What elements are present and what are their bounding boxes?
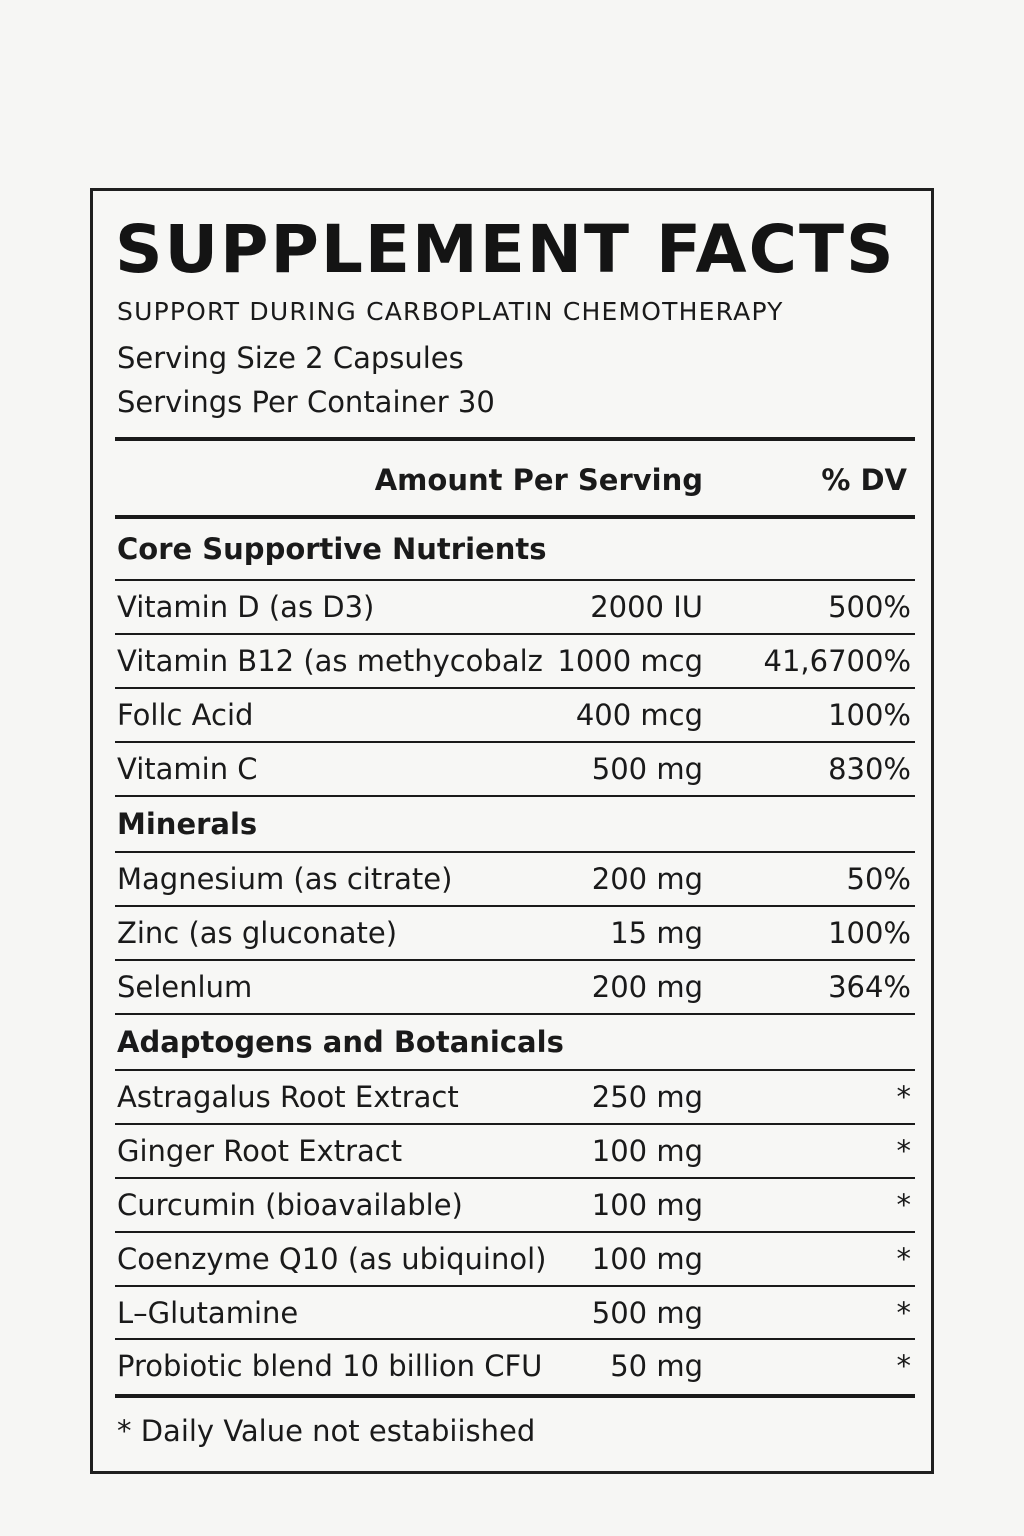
nutrient-amount: 50 mg — [610, 1349, 703, 1383]
nutrient-row — [115, 634, 915, 688]
nutrient-amount: 15 mg — [610, 916, 703, 950]
nutrient-dv: * — [896, 1242, 911, 1276]
nutrient-row — [115, 580, 915, 634]
nutrient-dv: * — [896, 1134, 911, 1168]
nutrient-dv: 364% — [828, 970, 911, 1004]
nutrient-row — [115, 960, 915, 1014]
nutrient-name: Follc Acid — [117, 698, 254, 732]
nutrient-amount: 200 mg — [591, 862, 703, 896]
section-header-core — [115, 522, 915, 576]
header-bottom-rule — [115, 515, 915, 519]
nutrient-name: Ginger Root Extract — [117, 1134, 403, 1168]
amount-per-serving-header: Amount Per Serving — [374, 463, 703, 497]
nutrient-name: Curcumin (bioavailable) — [117, 1188, 463, 1222]
nutrient-amount: 500 mg — [591, 1296, 703, 1330]
nutrient-amount: 100 mg — [591, 1134, 703, 1168]
nutrient-dv: * — [896, 1080, 911, 1114]
nutrient-row — [115, 1286, 915, 1340]
nutrient-dv: * — [896, 1188, 911, 1222]
label-title: SUPPLEMENT FACTS — [115, 211, 896, 288]
nutrient-name: Vitamin D (as D3) — [117, 590, 375, 624]
nutrient-name: Vitamin B12 (as methycobalz — [117, 644, 543, 678]
servings-per-container: Servings Per Container 30 — [117, 385, 495, 419]
nutrient-dv: 100% — [828, 698, 911, 732]
nutrient-amount: 100 mg — [591, 1242, 703, 1276]
nutrient-row — [115, 1232, 915, 1286]
nutrient-name: Zinc (as gluconate) — [117, 916, 398, 950]
nutrient-amount: 200 mg — [591, 970, 703, 1004]
nutrient-dv: 500% — [828, 590, 911, 624]
nutrient-dv: 830% — [828, 752, 911, 786]
nutrient-name: Vitamin C — [117, 752, 258, 786]
nutrient-name: L–Glutamine — [117, 1296, 299, 1330]
nutrient-amount: 1000 mcg — [557, 644, 703, 678]
nutrient-name: Astragalus Root Extract — [117, 1080, 459, 1114]
nutrient-amount: 100 mg — [591, 1188, 703, 1222]
section-header-adaptogens — [115, 1015, 915, 1069]
section-header-minerals — [115, 797, 915, 851]
nutrient-dv: * — [896, 1349, 911, 1383]
nutrient-dv: 100% — [828, 916, 911, 950]
label-subtitle: SUPPORT DURING CARBOPLATIN CHEMOTHERAPY — [117, 297, 784, 326]
nutrient-dv: 41,6700% — [763, 644, 911, 678]
nutrient-dv: 50% — [846, 862, 911, 896]
nutrient-row — [115, 906, 915, 960]
nutrient-dv: * — [896, 1296, 911, 1330]
nutrient-row — [115, 852, 915, 906]
footer-rule — [115, 1394, 915, 1398]
nutrient-amount: 2000 IU — [590, 590, 703, 624]
serving-size: Serving Size 2 Capsules — [117, 341, 464, 375]
section-title: Adaptogens and Botanicals — [117, 1025, 564, 1059]
nutrient-row — [115, 688, 915, 742]
daily-value-header: % DV — [821, 463, 907, 497]
nutrient-row — [115, 1070, 915, 1124]
nutrient-row — [115, 742, 915, 796]
footnote: * Daily Value not estabiished — [117, 1414, 536, 1448]
nutrient-row — [115, 1178, 915, 1232]
nutrient-amount: 250 mg — [591, 1080, 703, 1114]
nutrient-name: Selenlum — [117, 970, 253, 1004]
nutrient-name: Probiotic blend 10 billion CFU — [117, 1349, 543, 1383]
nutrient-row — [115, 1124, 915, 1178]
header-top-rule — [115, 437, 915, 441]
section-title: Minerals — [117, 807, 258, 841]
nutrient-row — [115, 1339, 915, 1393]
section-title: Core Supportive Nutrients — [117, 532, 547, 566]
nutrient-name: Magnesium (as citrate) — [117, 862, 453, 896]
nutrient-amount: 500 mg — [591, 752, 703, 786]
nutrient-name: Coenzyme Q10 (as ubiquinol) — [117, 1242, 547, 1276]
nutrient-amount: 400 mcg — [575, 698, 703, 732]
supplement-facts-label — [90, 188, 934, 1474]
